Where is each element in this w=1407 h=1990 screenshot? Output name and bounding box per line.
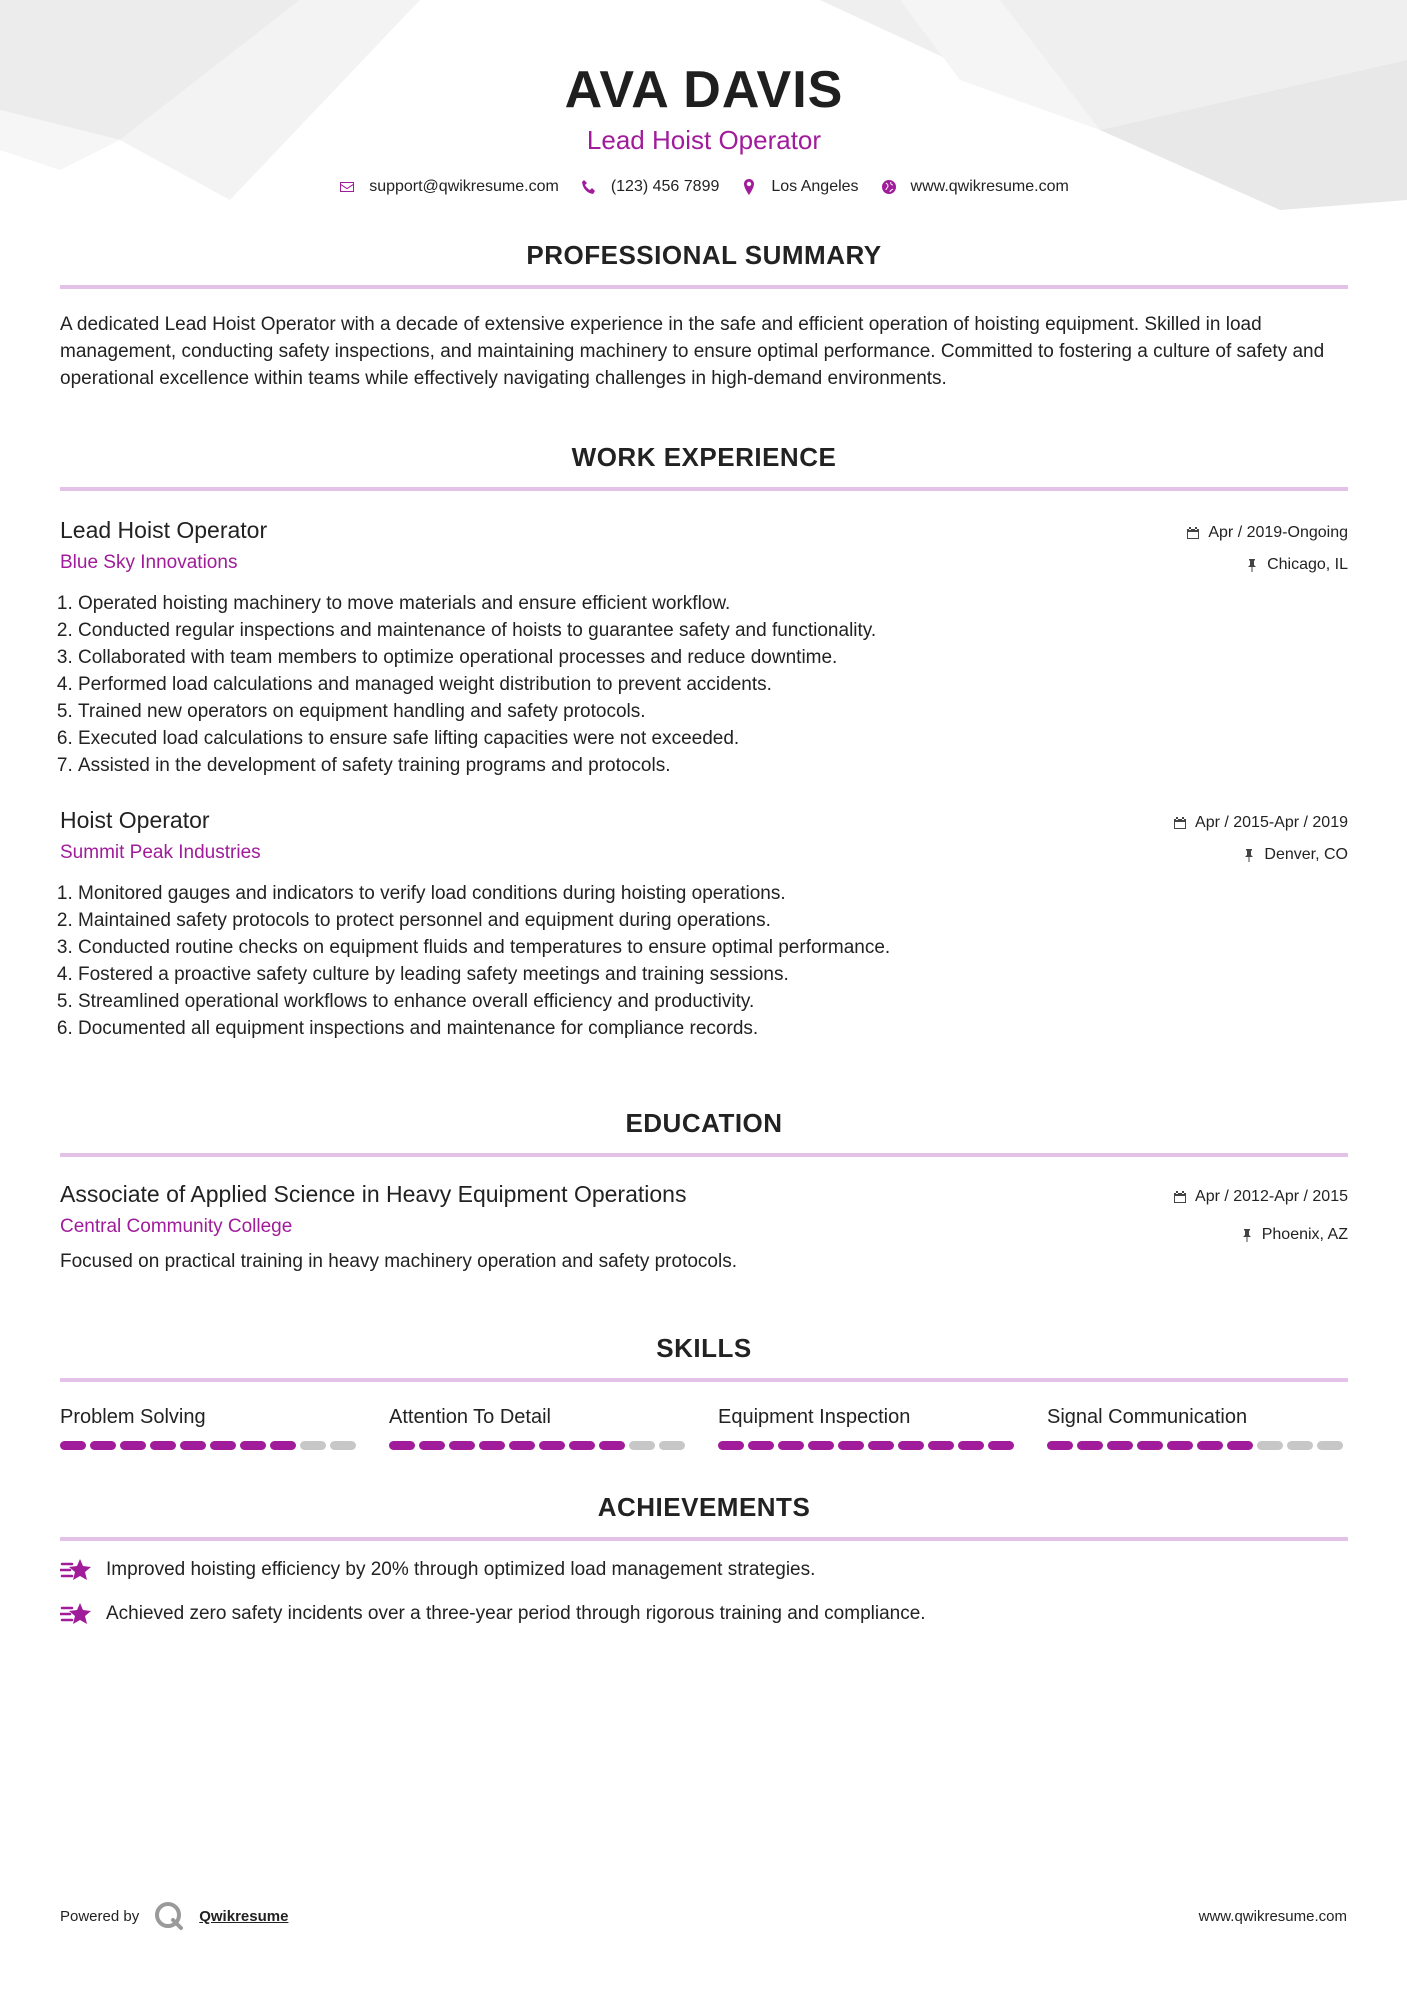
job-dates-text: Apr / 2019-Ongoing bbox=[1208, 524, 1348, 541]
skill-segment-filled bbox=[1137, 1441, 1163, 1450]
education-degree: Associate of Applied Science in Heavy Equipment Operations bbox=[60, 1181, 687, 1207]
achievement-item bbox=[60, 1555, 1348, 1585]
education-section bbox=[60, 1108, 1348, 1275]
education-dates bbox=[1173, 1181, 1348, 1213]
job-location bbox=[1186, 549, 1348, 581]
list-item: 3. Conducted routine checks on equipment fluids and temperatures to ensure optimal performance. bbox=[78, 934, 1348, 961]
skill-segment-filled bbox=[1227, 1441, 1253, 1450]
job-location bbox=[1173, 839, 1348, 871]
job-bullets bbox=[60, 590, 1348, 779]
page-footer bbox=[60, 1900, 1347, 1932]
skill-segment-empty bbox=[629, 1441, 655, 1450]
education-description: Focused on practical training in heavy machinery operation and safety protocols. bbox=[60, 1251, 737, 1272]
powered-by-label: Powered by bbox=[60, 1907, 140, 1925]
skill-segment-filled bbox=[210, 1441, 236, 1450]
skill-segment-filled bbox=[868, 1441, 894, 1450]
skill-segment-filled bbox=[898, 1441, 924, 1450]
candidate-name: AVA DAVIS bbox=[564, 61, 844, 119]
list-item: 1. Operated hoisting machinery to move materials and ensure efficient workflow. bbox=[78, 590, 1348, 617]
section-divider bbox=[60, 1378, 1348, 1382]
skill-name: Equipment Inspection bbox=[718, 1406, 911, 1428]
skill-item bbox=[1047, 1406, 1347, 1450]
skill-segment-filled bbox=[958, 1441, 984, 1450]
skill-level-bar bbox=[60, 1441, 360, 1450]
job-dates bbox=[1186, 517, 1348, 549]
job-meta bbox=[1186, 517, 1348, 581]
achievement-text: Improved hoisting efficiency by 20% through optimized load management strategies. bbox=[106, 1559, 816, 1580]
list-item: 6. Executed load calculations to ensure safe lifting capacities were not exceeded. bbox=[78, 725, 1348, 752]
list-item: 4. Performed load calculations and managed weight distribution to prevent accidents. bbox=[78, 671, 1348, 698]
list-item: 2. Maintained safety protocols to protect personnel and equipment during operations. bbox=[78, 907, 1348, 934]
achievements-list bbox=[60, 1555, 1348, 1629]
skill-segment-empty bbox=[659, 1441, 685, 1450]
skill-level-bar bbox=[718, 1441, 1018, 1450]
achievement-item bbox=[60, 1599, 1348, 1629]
phone-icon bbox=[581, 179, 597, 195]
resume-header bbox=[60, 0, 1348, 196]
skills-section bbox=[60, 1333, 1348, 1450]
map-marker-icon bbox=[741, 179, 757, 195]
skill-segment-filled bbox=[778, 1441, 804, 1450]
education-dates-text: Apr / 2012-Apr / 2015 bbox=[1195, 1188, 1348, 1205]
qwikresume-logo-icon bbox=[153, 1900, 185, 1932]
section-title-achievements: ACHIEVEMENTS bbox=[597, 1492, 811, 1522]
skill-segment-empty bbox=[1257, 1441, 1283, 1450]
skill-item bbox=[718, 1406, 1018, 1450]
job-meta bbox=[1173, 807, 1348, 871]
skill-segment-empty bbox=[1317, 1441, 1343, 1450]
section-divider bbox=[60, 1153, 1348, 1157]
skill-segment-filled bbox=[808, 1441, 834, 1450]
contact-location bbox=[741, 178, 858, 196]
contact-phone-text: (123) 456 7899 bbox=[610, 178, 720, 195]
skill-segment-filled bbox=[150, 1441, 176, 1450]
calendar-icon bbox=[1173, 1190, 1187, 1204]
skill-level-bar bbox=[389, 1441, 689, 1450]
skill-segment-empty bbox=[1287, 1441, 1313, 1450]
job-entry bbox=[60, 517, 1348, 779]
section-title-work: WORK EXPERIENCE bbox=[571, 442, 837, 472]
skill-level-bar bbox=[1047, 1441, 1347, 1450]
skill-segment-filled bbox=[509, 1441, 535, 1450]
section-divider bbox=[60, 487, 1348, 491]
globe-icon bbox=[881, 179, 897, 195]
job-company: Summit Peak Industries bbox=[60, 842, 261, 863]
skill-segment-filled bbox=[479, 1441, 505, 1450]
skill-segment-filled bbox=[988, 1441, 1014, 1450]
contact-email[interactable] bbox=[339, 178, 559, 196]
skill-item bbox=[389, 1406, 689, 1450]
section-title-summary: PROFESSIONAL SUMMARY bbox=[526, 240, 882, 270]
list-item: 3. Collaborated with team members to optimize operational processes and reduce downtime. bbox=[78, 644, 1348, 671]
section-divider bbox=[60, 1537, 1348, 1541]
contact-location-text: Los Angeles bbox=[771, 178, 859, 195]
skill-segment-filled bbox=[718, 1441, 744, 1450]
contact-email-text: support@qwikresume.com bbox=[369, 178, 559, 195]
skill-segment-filled bbox=[928, 1441, 954, 1450]
job-dates bbox=[1173, 807, 1348, 839]
job-location-text: Chicago, IL bbox=[1267, 556, 1348, 573]
contact-website-text: www.qwikresume.com bbox=[910, 178, 1069, 195]
achievement-text: Achieved zero safety incidents over a three-year period through rigorous training and compliance. bbox=[106, 1603, 926, 1624]
skill-segment-filled bbox=[270, 1441, 296, 1450]
job-location-text: Denver, CO bbox=[1264, 846, 1348, 863]
skill-segment-filled bbox=[748, 1441, 774, 1450]
skill-segment-filled bbox=[1047, 1441, 1073, 1450]
pushpin-icon bbox=[1242, 848, 1256, 862]
summary-text: A dedicated Lead Hoist Operator with a decade of extensive experience in the safe and efficient operation of hoisting equipment. Skilled in load management, conducting safety inspections, and maintaining machinery to ensure optimal performance. Committed to fostering a culture of safety and operational excellence within teams while effectively navigating challenges in high-demand environments. bbox=[60, 314, 1325, 389]
section-title-education: EDUCATION bbox=[625, 1108, 783, 1138]
achievements-section bbox=[60, 1492, 1348, 1629]
education-school: Central Community College bbox=[60, 1216, 293, 1237]
skills-list bbox=[60, 1406, 1348, 1450]
skill-segment-filled bbox=[389, 1441, 415, 1450]
calendar-icon bbox=[1186, 526, 1200, 540]
education-entry bbox=[60, 1181, 1348, 1275]
skill-name: Signal Communication bbox=[1047, 1406, 1248, 1428]
skill-segment-empty bbox=[330, 1441, 356, 1450]
job-bullets bbox=[60, 880, 1348, 1042]
education-location bbox=[1173, 1219, 1348, 1251]
qwikresume-link[interactable]: Qwikresume bbox=[199, 1907, 289, 1925]
shooting-star-icon bbox=[60, 1600, 92, 1628]
list-item: 7. Assisted in the development of safety training programs and protocols. bbox=[78, 752, 1348, 779]
list-item: 5. Trained new operators on equipment handling and safety protocols. bbox=[78, 698, 1348, 725]
skill-segment-filled bbox=[838, 1441, 864, 1450]
summary-section bbox=[60, 240, 1348, 392]
contact-row bbox=[60, 178, 1348, 196]
skill-segment-filled bbox=[180, 1441, 206, 1450]
skill-segment-filled bbox=[240, 1441, 266, 1450]
skill-name: Problem Solving bbox=[60, 1406, 206, 1428]
section-title-skills: SKILLS bbox=[656, 1333, 752, 1363]
shooting-star-icon bbox=[60, 1556, 92, 1584]
job-company: Blue Sky Innovations bbox=[60, 552, 238, 573]
pushpin-icon bbox=[1240, 1228, 1254, 1242]
skill-segment-filled bbox=[90, 1441, 116, 1450]
powered-by bbox=[60, 1900, 288, 1932]
pushpin-icon bbox=[1245, 558, 1259, 572]
skill-name: Attention To Detail bbox=[389, 1406, 551, 1428]
section-divider bbox=[60, 285, 1348, 289]
job-dates-text: Apr / 2015-Apr / 2019 bbox=[1195, 814, 1348, 831]
resume-page bbox=[60, 0, 1348, 1629]
contact-phone[interactable] bbox=[581, 178, 720, 196]
envelope-icon bbox=[339, 179, 355, 195]
skill-segment-filled bbox=[1077, 1441, 1103, 1450]
job-entry bbox=[60, 807, 1348, 1042]
list-item: 2. Conducted regular inspections and maintenance of hoists to guarantee safety and functionality. bbox=[78, 617, 1348, 644]
skill-segment-filled bbox=[60, 1441, 86, 1450]
skill-segment-filled bbox=[419, 1441, 445, 1450]
education-location-text: Phoenix, AZ bbox=[1261, 1226, 1348, 1243]
list-item: 1. Monitored gauges and indicators to verify load conditions during hoisting operations. bbox=[78, 880, 1348, 907]
skill-segment-filled bbox=[539, 1441, 565, 1450]
skill-segment-filled bbox=[1197, 1441, 1223, 1450]
job-title: Lead Hoist Operator bbox=[60, 517, 268, 543]
skill-item bbox=[60, 1406, 360, 1450]
skill-segment-empty bbox=[300, 1441, 326, 1450]
skill-segment-filled bbox=[569, 1441, 595, 1450]
skill-segment-filled bbox=[449, 1441, 475, 1450]
footer-website-link[interactable]: www.qwikresume.com bbox=[1198, 1907, 1347, 1925]
skill-segment-filled bbox=[120, 1441, 146, 1450]
list-item: 5. Streamlined operational workflows to enhance overall efficiency and productivity. bbox=[78, 988, 1348, 1015]
list-item: 4. Fostered a proactive safety culture by leading safety meetings and training sessions. bbox=[78, 961, 1348, 988]
skill-segment-filled bbox=[599, 1441, 625, 1450]
job-title: Hoist Operator bbox=[60, 807, 210, 833]
calendar-icon bbox=[1173, 816, 1187, 830]
skill-segment-filled bbox=[1167, 1441, 1193, 1450]
list-item: 6. Documented all equipment inspections and maintenance for compliance records. bbox=[78, 1015, 1348, 1042]
candidate-role: Lead Hoist Operator bbox=[586, 125, 822, 155]
skill-segment-filled bbox=[1107, 1441, 1133, 1450]
education-meta bbox=[1173, 1181, 1348, 1251]
work-section bbox=[60, 442, 1348, 1042]
contact-website[interactable] bbox=[881, 178, 1069, 196]
